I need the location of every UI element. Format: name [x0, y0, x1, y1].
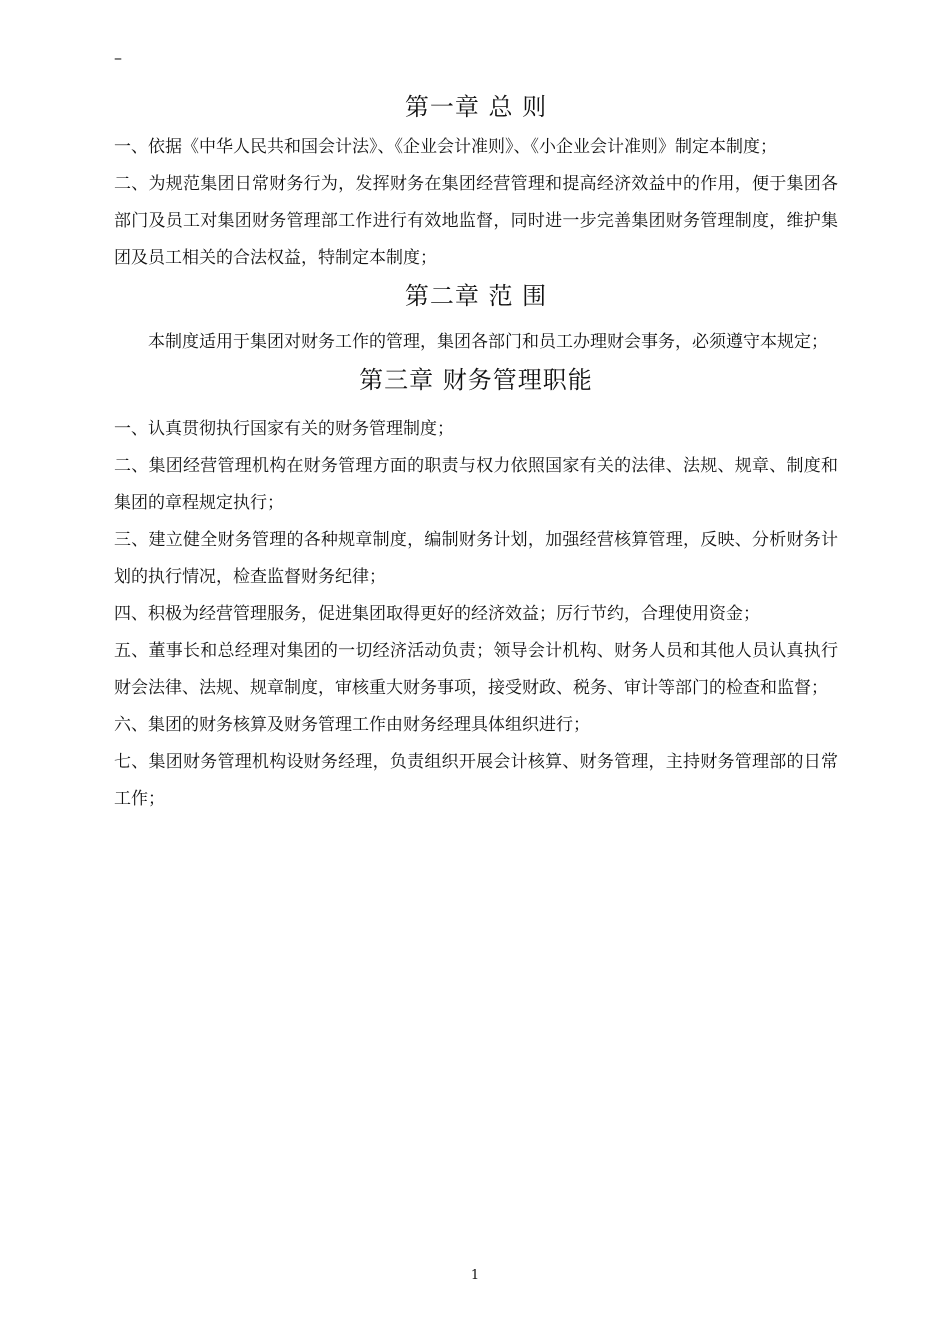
- document-content: [114, 88, 838, 818]
- page-number: 1: [470, 1268, 480, 1283]
- chapter-3-item-2: 二、集团经营管理机构在财务管理方面的职责与权力依照国家有关的法律、法规、规章、制度和集团的章程规定执行；: [114, 456, 838, 513]
- header-mark: –: [114, 48, 122, 67]
- chapter-2-title: 第二章 范 围: [404, 282, 548, 310]
- chapter-3-item-6: 六、集团的财务核算及财务管理工作由财务经理具体组织进行；: [114, 715, 590, 735]
- chapter-3-item-5: 五、董事长和总经理对集团的一切经济活动负责；领导会计机构、财务人员和其他人员认真执行财会法律、法规、规章制度，审核重大财务事项，接受财政、税务、审计等部门的检查和监督；: [114, 641, 838, 698]
- chapter-1-title: 第一章 总 则: [404, 93, 548, 121]
- chapter-1-item-2: 二、为规范集团日常财务行为，发挥财务在集团经营管理和提高经济效益中的作用，便于集团各部门及员工对集团财务管理部工作进行有效地监督，同时进一步完善集团财务管理制度，维护集团及员工相关的合法权益，特制定本制度；: [114, 174, 838, 268]
- chapter-3-spacer: [114, 402, 838, 411]
- chapter-3-item-7: 七、集团财务管理机构设财务经理，负责组织开展会计核算、财务管理，主持财务管理部的日常工作；: [114, 752, 838, 809]
- chapter-3-item-3: 三、建立健全财务管理的各种规章制度，编制财务计划，加强经营核算管理，反映、分析财务计划的执行情况，检查监督财务纪律；: [114, 530, 838, 587]
- chapter-2-paragraph: 本制度适用于集团对财务工作的管理，集团各部门和员工办理财会事务，必须遵守本规定；: [148, 332, 828, 352]
- chapter-1-item-1: 一、依据《中华人民共和国会计法》、《企业会计准则》、《小企业会计准则》制定本制度；: [114, 137, 777, 157]
- chapter-3-item-4: 四、积极为经营管理服务，促进集团取得更好的经济效益；厉行节约，合理使用资金；: [114, 604, 760, 624]
- chapter-3-item-1: 一、认真贯彻执行国家有关的财务管理制度；: [114, 419, 454, 439]
- chapter-3-title: 第三章 财务管理职能: [359, 366, 593, 394]
